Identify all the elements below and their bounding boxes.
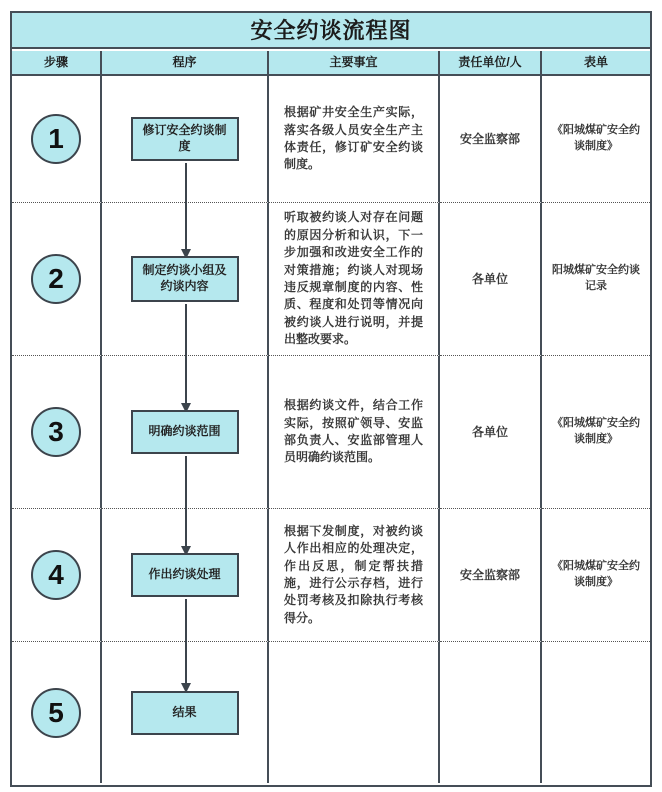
step-circle-1 [31,114,81,164]
matters-cell-4 [269,509,440,642]
form-cell-4 [542,509,650,642]
matters-cell-3 [269,356,440,509]
form-text: 《阳城煤矿安全约谈制度》 [552,417,640,445]
step-number: 3 [48,416,64,447]
form-cell-3 [542,356,650,509]
flow-arrow-3-4 [185,456,187,546]
step-cell-5 [12,642,102,783]
column-header-procedure: 程序 [102,51,269,74]
unit-text: 各单位 [471,271,508,286]
unit-text: 各单位 [471,424,508,439]
step-circle-3 [31,407,81,457]
flowchart-table [10,11,652,787]
column-header-matters: 主要事宜 [269,51,440,74]
step-circle-2 [31,254,81,304]
step-cell-1 [12,76,102,203]
step-number: 4 [48,559,64,590]
unit-cell-1 [440,76,542,203]
unit-cell-4 [440,509,542,642]
matters-text: 根据矿井安全生产实际，落实各级人员安全生产主体责任，修订矿安全约谈制度。 [284,105,423,172]
form-cell-2 [542,203,650,356]
column-header-steps: 步骤 [12,51,102,74]
form-cell-5 [542,642,650,783]
column-header-unit: 责任单位/人 [440,51,542,74]
flow-box-define-scope: 明确约谈范围 [131,410,239,454]
form-text: 《阳城煤矿安全约谈制度》 [552,560,640,588]
page-title: 安全约谈流程图 [12,13,650,49]
flowchart-body [12,76,650,783]
column-header-row [12,51,650,76]
unit-cell-2 [440,203,542,356]
step-number: 2 [48,263,64,294]
step-cell-3 [12,356,102,509]
step-cell-2 [12,203,102,356]
column-header-form: 表单 [542,51,650,74]
unit-cell-5 [440,642,542,783]
flow-box-result: 结果 [131,691,239,735]
matters-cell-5 [269,642,440,783]
flow-box-form-group: 制定约谈小组及约谈内容 [131,256,239,302]
matters-cell-2 [269,203,440,356]
form-text: 《阳城煤矿安全约谈制度》 [552,124,640,152]
step-circle-4 [31,550,81,600]
unit-text: 安全监察部 [459,567,520,582]
flow-arrow-1-2 [185,163,187,249]
flow-box-revise-system: 修订安全约谈制度 [131,117,239,161]
step-number: 1 [48,123,64,154]
step-circle-5 [31,688,81,738]
unit-text: 安全监察部 [459,131,520,146]
flow-arrow-2-3 [185,304,187,403]
matters-text: 根据约谈文件，结合工作实际，按照矿领导、安监部负责人、安监部管理人员明确约谈范围。 [284,398,423,465]
form-cell-1 [542,76,650,203]
form-text: 阳城煤矿安全约谈记录 [552,264,640,292]
step-number: 5 [48,696,64,728]
matters-text: 根据下发制度，对被约谈人作出相应的处理决定，作出反思，制定帮扶措施，进行公示存档，进行处罚考核及扣除执行考核得分。 [284,523,423,625]
flow-arrow-4-5 [185,599,187,683]
unit-cell-3 [440,356,542,509]
matters-cell-1 [269,76,440,203]
flow-box-make-decision: 作出约谈处理 [131,553,239,597]
step-cell-4 [12,509,102,642]
matters-text: 听取被约谈人对存在问题的原因分析和认识，下一步加强和改进安全工作的对策措施；约谈人对现场违反规章制度的内容、性质、程度和处罚等情况向被约谈人进行说明，并提出整改要求。 [284,210,423,347]
